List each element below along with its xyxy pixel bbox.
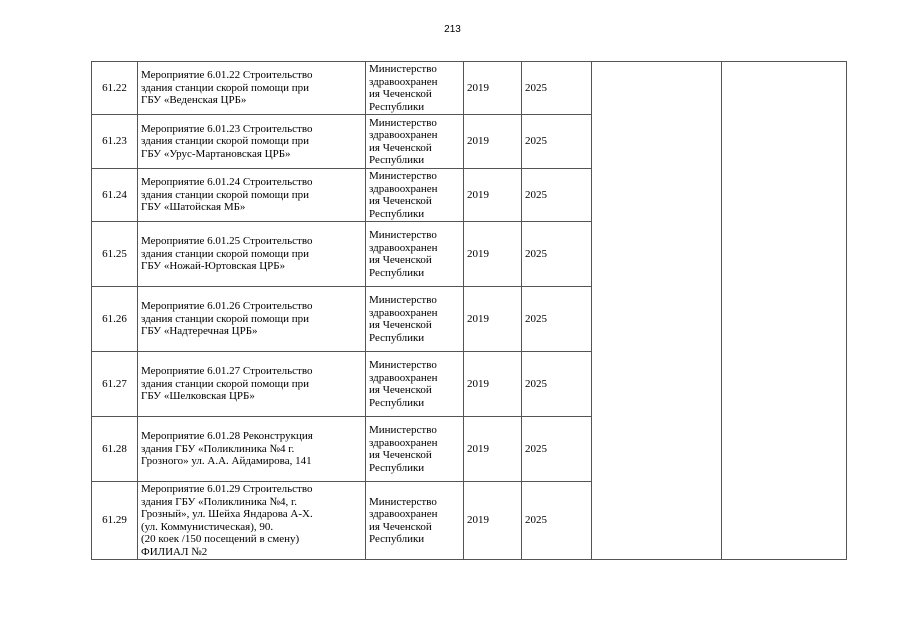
start-year: 2019: [464, 222, 522, 287]
responsible-organization: [366, 62, 464, 115]
organization-line: ия Чеченской: [369, 319, 432, 331]
measure-description: [138, 352, 366, 417]
measure-description: [138, 482, 366, 560]
organization-line: здравоохранен: [369, 371, 438, 384]
description-line: здания станции скорой помощи при: [141, 81, 310, 94]
table-body: [92, 62, 847, 560]
organization-line: здравоохранен: [369, 182, 438, 195]
organization-line: ия Чеченской: [369, 195, 432, 207]
organization-line: здравоохранен: [369, 129, 438, 141]
organization-line: Министерство: [369, 229, 437, 241]
end-year: 2025: [522, 417, 592, 482]
end-year: 2025: [522, 222, 592, 287]
description-line: здания ГБУ «Поликлиника №4 г.: [141, 442, 295, 455]
row-number: 61.24: [92, 169, 138, 222]
organization-line: здравоохранен: [369, 436, 438, 449]
organization-line: Республики: [369, 207, 425, 220]
responsible-organization: [366, 352, 464, 417]
row-number: 61.26: [92, 287, 138, 352]
organization-line: Республики: [369, 331, 425, 344]
organization-line: здравоохранен: [369, 241, 438, 254]
description-line: ГБУ «Урус-Мартановская ЦРБ»: [141, 147, 291, 160]
organization-line: Республики: [369, 396, 425, 409]
row-number: 61.29: [92, 482, 138, 560]
table-row: [92, 62, 847, 115]
end-year: 2025: [522, 62, 592, 115]
measure-description: [138, 417, 366, 482]
measures-table: [91, 61, 847, 560]
responsible-organization: [366, 115, 464, 169]
organization-line: Республики: [369, 100, 425, 113]
organization-line: Министерство: [369, 294, 437, 306]
end-year: 2025: [522, 115, 592, 169]
description-line: Мероприятие 6.01.26 Строительство: [141, 300, 313, 313]
description-line: (ул. Коммунистическая), 90.: [141, 520, 274, 533]
description-line: ГБУ «Надтеречная ЦРБ»: [141, 325, 258, 338]
empty-merged-cell: [722, 62, 847, 560]
measure-description: [138, 222, 366, 287]
responsible-organization: [366, 169, 464, 222]
organization-line: Республики: [369, 266, 425, 279]
start-year: 2019: [464, 62, 522, 115]
organization-line: Республики: [369, 533, 425, 545]
end-year: 2025: [522, 287, 592, 352]
start-year: 2019: [464, 352, 522, 417]
organization-line: ия Чеченской: [369, 88, 432, 100]
description-line: Мероприятие 6.01.27 Строительство: [141, 365, 313, 378]
row-number: 61.22: [92, 62, 138, 115]
measure-description: [138, 62, 366, 115]
row-number: 61.25: [92, 222, 138, 287]
organization-line: Министерство: [369, 424, 437, 436]
description-line: ГБУ «Шелковская ЦРБ»: [141, 390, 255, 403]
organization-line: здравоохранен: [369, 508, 438, 520]
end-year: 2025: [522, 169, 592, 222]
page-number: 213: [444, 24, 461, 35]
organization-line: ия Чеченской: [369, 384, 432, 396]
description-line: (20 коек /150 посещений в смену): [141, 533, 300, 545]
description-line: здания станции скорой помощи при: [141, 188, 310, 201]
start-year: 2019: [464, 417, 522, 482]
description-line: ГБУ «Веденская ЦРБ»: [141, 94, 247, 107]
organization-line: здравоохранен: [369, 75, 438, 88]
description-line: здания ГБУ «Поликлиника №4, г.: [141, 495, 298, 508]
row-number: 61.23: [92, 115, 138, 169]
organization-line: Министерство: [369, 116, 437, 129]
description-line: здания станции скорой помощи при: [141, 247, 310, 260]
organization-line: здравоохранен: [369, 306, 438, 319]
description-line: Грозный», ул. Шейха Яндарова А-Х.: [141, 508, 313, 520]
description-line: Мероприятие 6.01.28 Реконструкция: [141, 430, 313, 443]
description-line: Мероприятие 6.01.23 Строительство: [141, 122, 313, 135]
description-line: здания станции скорой помощи при: [141, 312, 310, 325]
end-year: 2025: [522, 482, 592, 560]
measure-description: [138, 287, 366, 352]
description-line: здания станции скорой помощи при: [141, 135, 310, 148]
start-year: 2019: [464, 115, 522, 169]
start-year: 2019: [464, 169, 522, 222]
row-number: 61.27: [92, 352, 138, 417]
description-line: Мероприятие 6.01.25 Строительство: [141, 235, 313, 248]
description-line: Мероприятие 6.01.29 Строительство: [141, 483, 313, 495]
organization-line: Министерство: [369, 63, 437, 75]
measure-description: [138, 169, 366, 222]
description-line: ГБУ «Шатойская МБ»: [141, 201, 246, 214]
description-line: Мероприятие 6.01.22 Строительство: [141, 69, 313, 82]
row-number: 61.28: [92, 417, 138, 482]
organization-line: Министерство: [369, 495, 437, 508]
start-year: 2019: [464, 482, 522, 560]
responsible-organization: [366, 287, 464, 352]
description-line: ФИЛИАЛ №2: [141, 545, 208, 558]
description-line: ГБУ «Ножай-Юртовская ЦРБ»: [141, 260, 286, 273]
empty-merged-cell: [592, 62, 722, 560]
organization-line: ия Чеченской: [369, 141, 432, 154]
responsible-organization: [366, 417, 464, 482]
start-year: 2019: [464, 287, 522, 352]
organization-line: Министерство: [369, 170, 437, 182]
organization-line: ия Чеченской: [369, 520, 432, 533]
organization-line: Республики: [369, 154, 425, 166]
responsible-organization: [366, 222, 464, 287]
organization-line: ия Чеченской: [369, 254, 432, 266]
description-line: Грозного» ул. А.А. Айдамирова, 141: [141, 455, 312, 468]
organization-line: ия Чеченской: [369, 449, 432, 461]
description-line: здания станции скорой помощи при: [141, 377, 310, 390]
organization-line: Министерство: [369, 359, 437, 371]
measure-description: [138, 115, 366, 169]
responsible-organization: [366, 482, 464, 560]
organization-line: Республики: [369, 461, 425, 474]
description-line: Мероприятие 6.01.24 Строительство: [141, 176, 313, 189]
end-year: 2025: [522, 352, 592, 417]
